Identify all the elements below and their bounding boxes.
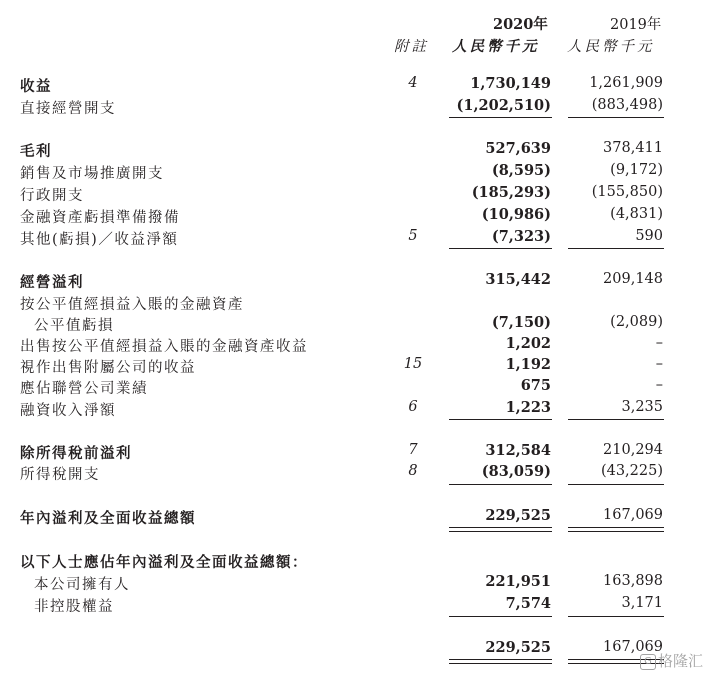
row-label-admin-expenses: 行政開支	[20, 188, 84, 204]
double-rule-line	[449, 659, 552, 664]
double-rule-line	[449, 527, 552, 532]
rule-line	[449, 117, 552, 118]
value-2020: (8,595)	[491, 162, 551, 179]
col-2020-unit: 人民幣千元	[452, 38, 540, 55]
value-2020: 7,574	[505, 595, 551, 612]
value-2020: 675	[520, 377, 551, 394]
note-column-header: 附註	[394, 39, 429, 55]
value-2019: –	[655, 377, 663, 393]
value-2020: 312,584	[485, 442, 551, 459]
row-note: 4	[408, 75, 418, 91]
row-label-profit-before-tax: 除所得稅前溢利	[20, 445, 132, 462]
value-2019: –	[655, 356, 663, 372]
rule-line	[449, 484, 552, 485]
rule-line	[449, 616, 552, 617]
value-2019: 1,261,909	[589, 75, 663, 91]
row-label-share-of-associates: 應佔聯營公司業績	[20, 381, 148, 397]
value-2020: 1,202	[505, 335, 551, 352]
row-label-fair-value-loss: 公平值虧損	[34, 318, 114, 334]
rule-line	[568, 117, 664, 118]
value-2020: 1,730,149	[470, 75, 551, 92]
row-label-attributable-to: 以下人士應佔年內溢利及全面收益總額：	[20, 554, 308, 571]
row-note: 7	[408, 442, 418, 458]
value-2019: 3,171	[621, 595, 663, 611]
row-note: 8	[408, 463, 418, 479]
double-rule-line	[568, 527, 664, 532]
value-2020: (7,323)	[491, 228, 551, 245]
watermark	[640, 650, 703, 671]
row-label-disposal-gain: 出售按公平值經損益入賬的金融資產收益	[20, 339, 308, 355]
value-2019: (4,831)	[610, 206, 663, 222]
row-label-revenue: 收益	[20, 78, 52, 95]
value-2020: 315,442	[485, 271, 551, 288]
value-2019: (883,498)	[591, 97, 663, 113]
value-2020: (185,293)	[471, 184, 551, 201]
rule-line	[568, 484, 664, 485]
watermark-text: 格隆汇	[657, 652, 703, 670]
rule-line	[449, 419, 552, 420]
row-label-direct-operating-expenses: 直接經營開支	[20, 101, 116, 117]
col-2019-unit: 人民幣千元	[567, 39, 655, 55]
row-label-finance-income-net: 融資收入淨額	[20, 403, 116, 419]
value-2019: 167,069	[603, 507, 663, 523]
value-2019: (2,089)	[610, 314, 663, 330]
row-label-impairment-provision: 金融資產虧損準備撥備	[20, 210, 180, 226]
row-label-non-controlling-interests: 非控股權益	[34, 599, 114, 615]
row-note: 15	[403, 356, 423, 372]
value-2020: 221,951	[485, 573, 551, 590]
row-label-operating-profit: 經營溢利	[20, 274, 84, 291]
value-2020: (83,059)	[481, 463, 551, 480]
value-2020: 1,192	[505, 356, 551, 373]
row-note: 5	[408, 228, 418, 244]
value-2019: 378,411	[603, 140, 663, 156]
value-2020: (1,202,510)	[456, 97, 551, 114]
value-2019: (155,850)	[591, 184, 663, 200]
value-2020: 229,525	[485, 639, 551, 656]
col-2020-year: 2020年	[493, 16, 548, 33]
row-note: 6	[408, 399, 418, 415]
value-2019: (9,172)	[610, 162, 663, 178]
value-2019: 210,294	[603, 442, 663, 458]
row-label-income-tax-expense: 所得稅開支	[20, 467, 100, 483]
value-2020: (10,986)	[481, 206, 551, 223]
value-2020: 527,639	[485, 140, 551, 157]
col-2019-year: 2019年	[610, 17, 662, 33]
row-label-selling-expenses: 銷售及市場推廣開支	[20, 166, 164, 182]
value-2019: 209,148	[603, 271, 663, 287]
rule-line	[568, 616, 664, 617]
value-2020: (7,150)	[491, 314, 551, 331]
value-2019: 3,235	[621, 399, 663, 415]
value-2019: 590	[635, 228, 663, 244]
value-2019: –	[655, 335, 663, 351]
row-label-gross-profit: 毛利	[20, 143, 52, 160]
row-label-other-net: 其他(虧損)／收益淨額	[20, 232, 179, 248]
value-2020: 229,525	[485, 507, 551, 524]
value-2020: 1,223	[505, 399, 551, 416]
rule-line	[449, 248, 552, 249]
rule-line	[568, 419, 664, 420]
rule-line	[568, 248, 664, 249]
value-2019: (43,225)	[600, 463, 663, 479]
gelonghui-logo-icon: G	[640, 654, 656, 670]
value-2019: 163,898	[603, 573, 663, 589]
row-label-total-comprehensive-income: 年內溢利及全面收益總額	[20, 510, 196, 527]
value-2019: 167,069	[603, 639, 663, 655]
row-label-deemed-disposal-gain: 視作出售附屬公司的收益	[20, 360, 196, 376]
row-label-owners-of-company: 本公司擁有人	[34, 577, 130, 593]
row-label-fvtpl-assets: 按公平值經損益入賬的金融資產	[20, 297, 244, 313]
